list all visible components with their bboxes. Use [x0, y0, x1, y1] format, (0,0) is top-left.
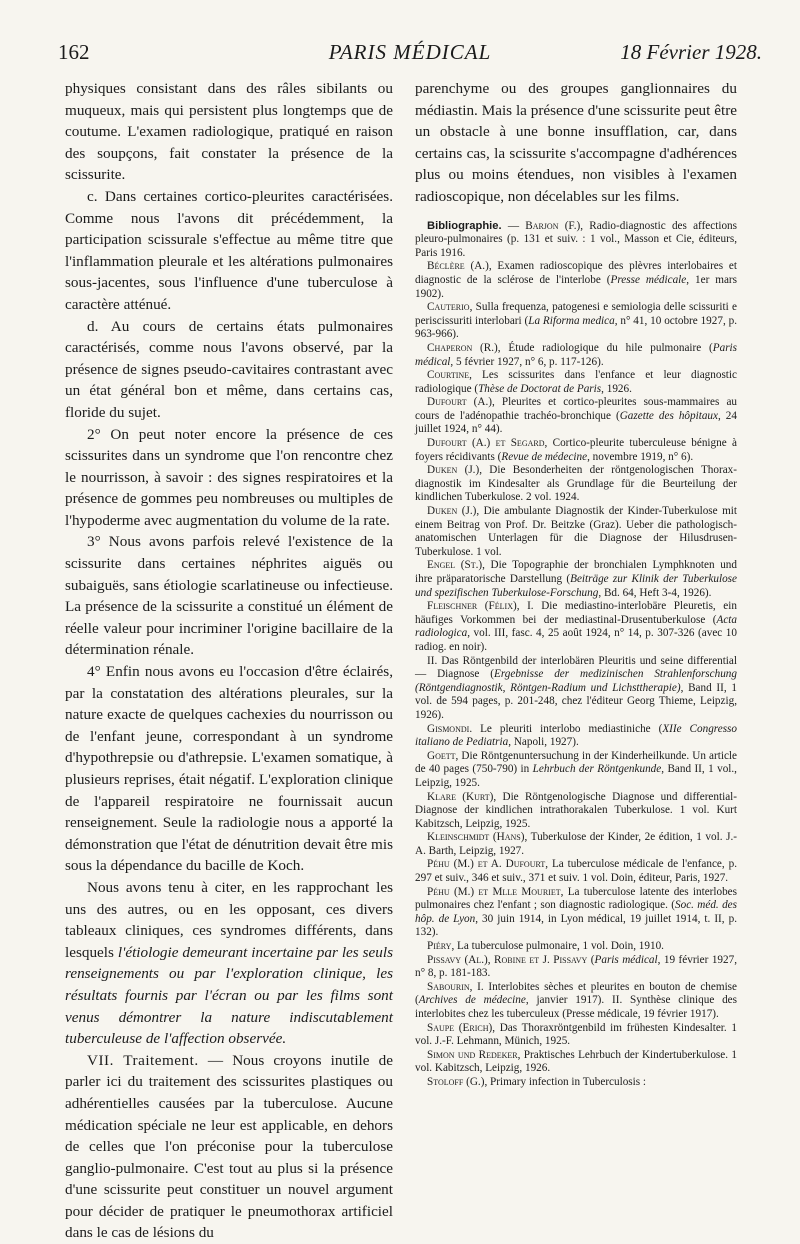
bibliography-entry	[415, 1076, 737, 1090]
entry-text: , novembre 1919, n° 6).	[587, 450, 694, 463]
bibliography-entry	[415, 260, 737, 301]
bibliography-entry	[415, 831, 737, 858]
entry-title: Gazette des hôpitaux	[619, 409, 718, 422]
running-title: PARIS MÉDICAL	[328, 40, 492, 64]
entry-title: Presse médicale	[610, 273, 687, 286]
bibliography-entry	[415, 791, 737, 832]
entry-text: , Das Thoraxröntgenbild im frühesten Kindesalter. 1 vol. J.-F. Lehmann, Münich, 1925.	[415, 1021, 737, 1048]
entry-author: Kleinschmidt (Hans)	[427, 831, 525, 844]
entry-text: , Die Röntgenologische Diagnose und differential-Diagnose der kindlichen intrathorakalen Tuberkulose. 1 vol. Kurt Kabitzsch, Leipzig, 1925.	[415, 790, 737, 830]
entry-author: Klare (Kurt)	[427, 790, 494, 803]
entry-text: , Sulla frequenza, patogenesi e semiologia delle scissuriti e periscissuriti interlobari (	[415, 301, 737, 327]
paragraph-text: Nous avons tenu à citer, en les rapprochant les uns des autres, ou en les opposant, ces divers tableaux cliniques, ces syndromes différents, dans lesquels	[65, 878, 393, 961]
entry-title: XIIe Congresso italiano de Pediatria	[415, 722, 737, 749]
entry-title: Lehrbuch der Röntgenkunde	[532, 763, 662, 776]
bibliography-entry	[415, 600, 737, 654]
paragraph: 4° Enfin nous avons eu l'occasion d'être éclairés, par la constatation des altérations pleurales, sur la nature exacte de quelques cachexies du nourrisson ou de l'enfant jeune, correspondant à un syndrome d'hypothrepsie ou d'athrepsie. L'examen somatique, à plusieurs reprises, était négatif. L'exploration clinique de l'appareil respiratoire ne fournissait aucun renseignement. Seule la radiologie nous a apporté la démonstration que l'état de dénutrition devait être mis sous la dépendance du bacille de Koch.	[65, 663, 393, 875]
entry-author: Barjon (F.)	[525, 219, 581, 232]
entry-text: , I. Die mediastino-interlobäre Pleuretis, ein häufiges Vorkommen bei der mediastinal-Drusentuberkulose (	[415, 600, 737, 626]
entry-title: Ergebnisse der medizinischen Strahlenforschung (Röntgendiagnostik, Röntgen-Radium und Lichsttherapie)	[415, 668, 737, 694]
bibliography-entry	[415, 723, 737, 750]
entry-title: Thèse de Doctorat de Paris	[478, 382, 602, 395]
bibliography-entry	[415, 1049, 737, 1076]
paragraph: c. Dans certaines cortico-pleurites caractérisées. Comme nous l'avons dit précédemment, la participation scissurale s'effectue au même titre que l'inflammation pleurale et les altérations pulmonaires sous-jacentes, sous l'influence d'une tuberculose à caractère atténué.	[65, 187, 393, 313]
entry-author: Engel (St.)	[427, 559, 483, 572]
entry-text: , Cortico-pleurite tuberculeuse bénigne à foyers récidivants (	[415, 437, 737, 463]
entry-text: , Die ambulante Diagnostik der Kinder-Tuberkulose mit einem Beitrag von Prof. Dr. Beitzke (Graz). Ueber die pathologisch-anatomischen Unterlagen für die Diagnose der Hilusdrusen-Tuberkulose. 1 vol.	[415, 505, 737, 558]
entry-text: . Le pleuriti interlobo mediastiniche (	[469, 722, 663, 735]
entry-text: , Band II, 1 vol. de 594 pages, p. 201-248, chez l'éditeur Georg Thieme, Leipzig, 1926).	[415, 681, 737, 721]
issue-date: 18 Février 1928.	[620, 40, 762, 64]
bibliography-entry	[415, 437, 737, 464]
entry-author: Duken (J.)	[427, 505, 477, 518]
entry-title: La Riforma medica	[528, 314, 615, 327]
entry-text: , Radio-diagnostic des affections pleuro-pulmonaires (p. 131 et suiv. : 1 vol., Masson et Cie, éditeurs, Paris 1916.	[415, 219, 737, 259]
entry-text: , Primary infection in Tuberculosis :	[484, 1075, 647, 1088]
entry-text: , Tuberkulose der Kinder, 2e édition, 1 vol. J.-A. Barth, Leipzig, 1927.	[415, 831, 737, 857]
entry-title: Paris médical	[594, 953, 658, 966]
entry-text: , Étude radiologique du hile pulmonaire (	[497, 341, 713, 354]
paragraph-text: — Nous croyons inutile de parler ici du traitement des scissurites plastiques ou adhérentielles causées par la tuberculose. Aucune médication spéciale ne leur est applicable, en dehors de celles que l'on préconise pour la tuberculose ganglio-pulmonaire. C'est tout au plus si la présence d'une scissurite peut constituer un nouvel argument pour décider de pratiquer le pneumothorax artificiel dans le cas de lésions du	[65, 1051, 393, 1242]
entry-author: Gismondi	[427, 722, 470, 735]
entry-text: , La tuberculose médicale de l'enfance, p. 297 et suiv., 346 et suiv., 371 et suiv. 1 vol. Doin, éditeur, Paris, 1927.	[415, 858, 737, 885]
bibliography-entry	[415, 369, 737, 396]
entry-text: , 1er mars 1902).	[415, 273, 737, 300]
entry-author: Goett	[427, 749, 456, 762]
entry-text: , Die Topographie der bronchialen Lymphknoten und ihre präparatorische Darstellung (	[415, 559, 737, 585]
entry-title: Acta radiologica	[415, 613, 737, 640]
paragraph-italic: l'étiologie demeurant incertaine par les seuls renseignements ou par l'exploration clinique, les résultats fournis par l'écran ou par les films sont venus démontrer la nature indiscutablement tuberculeuse de l'affection observée.	[65, 943, 393, 1048]
paragraph: 3° Nous avons parfois relevé l'existence de la scissurite dans certaines néphrites aiguës ou subaiguës, sans étiologie scarlatineuse ou infectieuse. La présence de la scissurite a constitué un élément de réelle valeur pour incriminer l'origine bacillaire de la détermination rénale.	[65, 533, 393, 659]
page-number: 162	[58, 40, 90, 64]
paragraph: d. Au cours de certains états pulmonaires caractérisés, comme nous l'avons observé, par la présence de signes pseudo-cavitaires contrastant avec un état général bon et même, dans certains cas, floride du sujet.	[65, 317, 393, 421]
entry-author: Pissavy (Al.), Robine et J. Pissavy	[427, 953, 588, 966]
bibliography-entry	[415, 858, 737, 885]
entry-text: , janvier 1917). II. Synthèse clinique des interlobites chez les tuberculeux (Presse médicale, 19 février 1917).	[415, 994, 737, 1020]
entry-text: , La tuberculose pulmonaire, 1 vol. Doin, 1910.	[451, 940, 664, 953]
bibliography-entry	[415, 655, 737, 723]
entry-text: , n° 41, 10 octobre 1927, p. 963-966).	[415, 314, 738, 341]
paragraph	[65, 877, 393, 1050]
entry-author: Péhu (M.) et A. Dufourt	[427, 858, 546, 871]
bibliography-entry	[415, 505, 737, 559]
entry-title: Soc. méd. des hôp. de Lyon	[415, 899, 737, 925]
entry-text: , 5 février 1927, n° 6, p. 117-126).	[450, 355, 604, 368]
entry-author: Duken (J.)	[427, 464, 480, 477]
entry-author: Dufourt (A.) et Segard	[427, 437, 545, 450]
bibliography-entry	[415, 940, 737, 954]
bibliography-entry	[415, 1022, 737, 1049]
bibliography-entry	[415, 342, 737, 369]
bibliography-entry	[415, 464, 737, 505]
bibliography-entry	[415, 750, 737, 791]
entry-text: , 24 juillet 1924, n° 44).	[415, 409, 737, 436]
entry-author: Chaperon (R.)	[427, 341, 498, 354]
entry-text: , I. Interlobites sèches et pleurites en bouton de chemise (	[415, 980, 737, 1007]
entry-text: , vol. III, fasc. 4, 25 août 1924, n° 14, p. 307-326 (avec 10 radiog. en noir).	[415, 627, 737, 653]
entry-title: Archives de médecine	[418, 994, 526, 1007]
entry-text: , Bd. 64, Heft 3-4, 1926).	[598, 586, 712, 599]
entry-text: , Les scissurites dans l'enfance et leur diagnostic radiologique (	[415, 369, 737, 395]
entry-author: Sabourin	[427, 980, 470, 993]
entry-text: , La tuberculose latente des interlobes pulmonaires chez l'enfant ; son diagnostic radiologique. (	[415, 885, 738, 912]
entry-author: Piéry	[427, 940, 452, 953]
bibliography-entry	[415, 954, 737, 981]
paragraph: parenchyme ou des groupes ganglionnaires du médiastin. Mais la présence d'une scissurite peut être un obstacle à une bonne insufflation, car, dans certains cas, la scissurite s'accompagne d'adhérences plus ou moins étendues, non visibles à l'examen radioscopique, non décelables sur les films.	[415, 80, 737, 205]
entry-author: Stoloff (G.)	[427, 1075, 485, 1088]
bibliography-entry	[415, 559, 737, 600]
entry-text: , 1926.	[601, 382, 632, 395]
entry-title: Paris médical	[415, 341, 738, 368]
entry-text: , Napoli, 1927).	[508, 736, 579, 749]
paragraph: 2° On peut noter encore la présence de ces scissurites dans un syndrome que l'on rencontre chez le nourrisson, à savoir : des signes respiratoires et la présence de gommes peu nombreuses ou multiples de l'hypoderme avec augmentation du volume de la rate.	[65, 425, 393, 529]
bibliography-entry	[415, 886, 737, 940]
bibliography-heading: Bibliographie.	[427, 219, 502, 232]
section-heading: VII. Traitement.	[87, 1051, 199, 1069]
entry-title: Beiträge zur Klinik der Tuberkulose und spezifischen Tuberkulose-Forschung	[415, 573, 737, 599]
entry-text: , Die Besonderheiten der röntgenologischen Thorax-diagnostik im Kindesalter als Grundlage für die Beurteilung der kindlichen Tuberkulose. 2 vol. 1924.	[415, 464, 737, 504]
entry-author: Béclère (A.)	[427, 260, 489, 273]
bibliography-entry	[415, 301, 737, 342]
paragraph: physiques consistant dans des râles sibilants ou muqueux, mais qui persistent plus longtemps que de coutume. L'examen radiologique, pratiqué en raison des soupçons, fait constater la présence de la scissurite.	[65, 80, 393, 184]
bibliography-entry	[415, 396, 737, 437]
left-column	[65, 78, 393, 1244]
entry-title: Revue de médecine	[501, 450, 588, 463]
entry-author: Fleischner (Félix)	[427, 600, 517, 613]
entry-text: , Examen radioscopique des plèvres interlobaires et diagnostic de la sclérose de l'interlobe (	[415, 260, 737, 286]
entry-text: II. Das Röntgenbild der interlobären Pleuritis und seine differential — Diagnose (	[415, 654, 737, 681]
bibliography	[415, 220, 737, 1090]
entry-author: Saupe (Erich)	[427, 1021, 493, 1034]
entry-author: Dufourt (A.)	[427, 396, 492, 409]
right-column	[415, 78, 737, 1090]
entry-text: , 30 juin 1914, in Lyon médical, 19 juillet 1914, t. II, p. 132).	[415, 912, 737, 939]
entry-text: , Pleurites et cortico-pleurites sous-mammaires au cours de l'adénopathie trachéo-bronchique (	[415, 396, 737, 422]
entry-text: (	[587, 953, 595, 966]
entry-text: , 19 février 1927, n° 8, p. 181-183.	[415, 953, 737, 980]
entry-text: , Die Röntgenuntersuchung in der Kinderheilkunde. Un article de 40 pages (750-790) in	[415, 749, 737, 776]
entry-author: Cauterio	[427, 301, 470, 314]
entry-author: Péhu (M.) et Mlle Mouriet	[427, 885, 561, 898]
paragraph	[65, 1050, 393, 1244]
entry-text: , Praktisches Lehrbuch der Kindertuberkulose. 1 vol. Kabitzsch, Leipzig, 1926.	[415, 1048, 737, 1075]
entry-author: Courtine	[427, 369, 470, 382]
bibliography-entry: Bibliographie. — Barjon (F.), Radio-diagnostic des affections pleuro-pulmonaires (p. 131 et suiv. : 1 vol., Masson et Cie, éditeurs, Paris 1916.	[415, 219, 737, 259]
entry-author: Simon und Redeker	[427, 1048, 518, 1061]
page-header	[58, 40, 762, 72]
bibliography-entry	[415, 981, 737, 1022]
entry-text: , Band II, 1 vol., Leipzig, 1925.	[415, 763, 737, 789]
